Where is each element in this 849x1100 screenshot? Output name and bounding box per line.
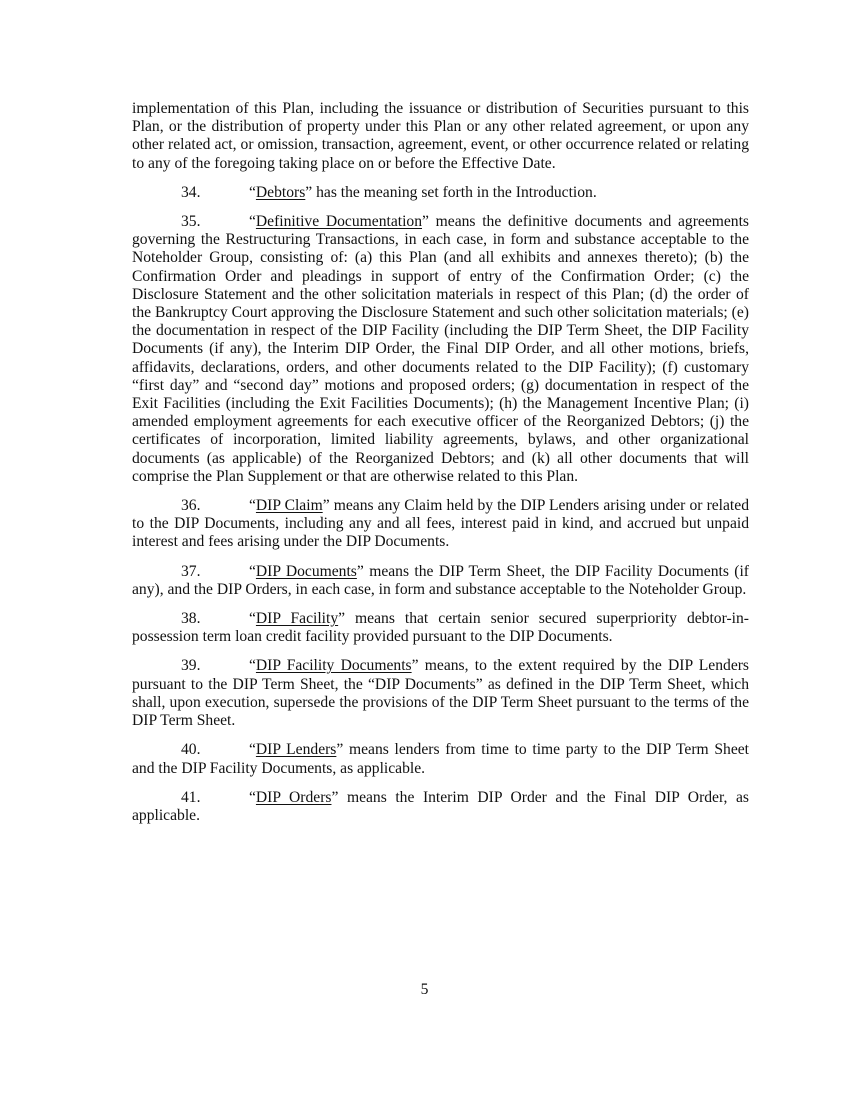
defined-term: DIP Orders <box>255 788 332 806</box>
definition-text: has the meaning set forth in the Introduction. <box>312 183 597 201</box>
definition-number: 41. <box>181 788 201 806</box>
defined-term: DIP Claim <box>255 497 323 515</box>
definition-number: 37. <box>181 562 201 580</box>
intro-paragraph: implementation of this Plan, including the issuance or distribution of Securities pursuant to this Plan, or the distribution of property under this Plan or any other related agreement, or upon any other related act, or omission, transaction, agreement, event, or other occurrence related or relating to any of the foregoing taking place on or before the Effective Date. <box>132 100 749 172</box>
definition-number: 34. <box>181 183 201 201</box>
defined-term: DIP Facility Documents <box>255 657 412 675</box>
definition-text: means the Interim DIP Order and the Final DIP Order, as applicable. <box>132 788 749 824</box>
definition-36: 36. “DIP Claim” means any Claim held by the DIP Lenders arising under or related to the DIP Documents, including any and all fees, interest paid in kind, and accrued but unpaid interest and fees arising under the DIP Documents. <box>132 497 749 551</box>
defined-term: DIP Documents <box>255 562 357 580</box>
definition-38: 38. “DIP Facility” means that certain senior secured superpriority debtor-in-possession term loan credit facility provided pursuant to the DIP Documents. <box>132 610 750 646</box>
definition-40: 40. “DIP Lenders” means lenders from time to time party to the DIP Term Sheet and the DIP Facility Documents, as applicable. <box>132 741 749 777</box>
page-number: 5 <box>420 981 429 998</box>
definition-37: 37. “DIP Documents” means the DIP Term Sheet, the DIP Facility Documents (if any), and the DIP Orders, in each case, in form and substance acceptable to the Noteholder Group. <box>132 562 749 598</box>
definition-text: means any Claim held by the DIP Lenders arising under or related to the DIP Documents, including any and all fees, interest paid in kind, and accrued but unpaid interest and fees arising under the DIP Documents. <box>132 497 749 551</box>
definition-number: 40. <box>181 741 201 759</box>
definition-text: means lenders from time to time party to the DIP Term Sheet and the DIP Facility Documents, as applicable. <box>132 741 749 777</box>
definition-text: means the definitive documents and agreements governing the Restructuring Transactions, in each case, in form and substance acceptable to the Noteholder Group, consisting of: (a) this Plan (and all exhibits and annexes thereto); (b) the Confirmation Order and pleadings in support of entry of the Confirmation Order; (c) the Disclosure Statement and the other solicitation materials in respect of this Plan; (d) the order of the Bankruptcy Court approving the Disclosure Statement and such other solicitation materials; (e) the documentation in respect of the DIP Facility (including the DIP Term Sheet, the DIP Facility Documents (if any), the Interim DIP Order, the Final DIP Order, and all other motions, briefs, affidavits, declarations, orders, and other documents related to the DIP Facility); (f) customary “first day” and “second day” motions and proposed orders; (g) documentation in respect of the Exit Facilities (including the Exit Facilities Documents); (h) the Management Incentive Plan; (i) amended employment agreements for each executive officer of the Reorganized Debtors; (j) the certificates of incorporation, limited liability agreements, bylaws, and other organizational documents (as applicable) of the Reorganized Debtors; and (k) all other documents that will comprise the Plan Supplement or that are otherwise related to this Plan. <box>132 213 749 485</box>
definition-35: 35. “Definitive Documentation” means the definitive documents and agreements governing the Restructuring Transactions, in each case, in form and substance acceptable to the Noteholder Group, consisting of: (a) this Plan (and all exhibits and annexes thereto); (b) the Confirmation Order and pleadings in support of entry of the Confirmation Order; (c) the Disclosure Statement and the other solicitation materials in respect of this Plan; (d) the order of the Bankruptcy Court approving the Disclosure Statement and such other solicitation materials; (e) the documentation in respect of the DIP Facility (including the DIP Term Sheet, the DIP Facility Documents (if any), the Interim DIP Order, the Final DIP Order, and all other motions, briefs, affidavits, declarations, orders, and other documents related to the DIP Facility); (f) customary “first day” and “second day” motions and proposed orders; (g) documentation in respect of the Exit Facilities (including the Exit Facilities Documents); (h) the Management Incentive Plan; (i) amended employment agreements for each executive officer of the Reorganized Debtors; (j) the certificates of incorporation, limited liability agreements, bylaws, and other organizational documents (as applicable) of the Reorganized Debtors; and (k) all other documents that will comprise the Plan Supplement or that are otherwise related to this Plan. <box>132 213 749 485</box>
definition-number: 38. <box>181 610 201 628</box>
document-page <box>132 100 749 836</box>
definition-number: 39. <box>181 657 201 675</box>
defined-term: Debtors <box>255 183 306 201</box>
definition-number: 35. <box>181 213 201 231</box>
definition-text: means the DIP Term Sheet, the DIP Facility Documents (if any), and the DIP Orders, in each case, in form and substance acceptable to the Noteholder Group. <box>132 562 749 598</box>
definition-34: 34. “Debtors” has the meaning set forth in the Introduction. <box>132 184 749 202</box>
definition-39: 39. “DIP Facility Documents” means, to the extent required by the DIP Lenders pursuant to the DIP Term Sheet, the “DIP Documents” as defined in the DIP Term Sheet, which shall, upon execution, supersede the provisions of the DIP Term Sheet pursuant to the terms of the DIP Term Sheet. <box>132 657 750 730</box>
definition-number: 36. <box>181 497 201 515</box>
definition-41: 41. “DIP Orders” means the Interim DIP Order and the Final DIP Order, as applicable. <box>132 788 749 824</box>
definition-text: means that certain senior secured superpriority debtor-in-possession term loan credit facility provided pursuant to the DIP Documents. <box>132 610 750 646</box>
defined-term: Definitive Documentation <box>255 213 423 231</box>
definition-text: means, to the extent required by the DIP Lenders pursuant to the DIP Term Sheet, the “DIP Documents” as defined in the DIP Term Sheet, which shall, upon execution, supersede the provisions of the DIP Term Sheet pursuant to the terms of the DIP Term Sheet. <box>132 657 750 730</box>
defined-term: DIP Lenders <box>255 741 337 759</box>
defined-term: DIP Facility <box>255 610 339 628</box>
